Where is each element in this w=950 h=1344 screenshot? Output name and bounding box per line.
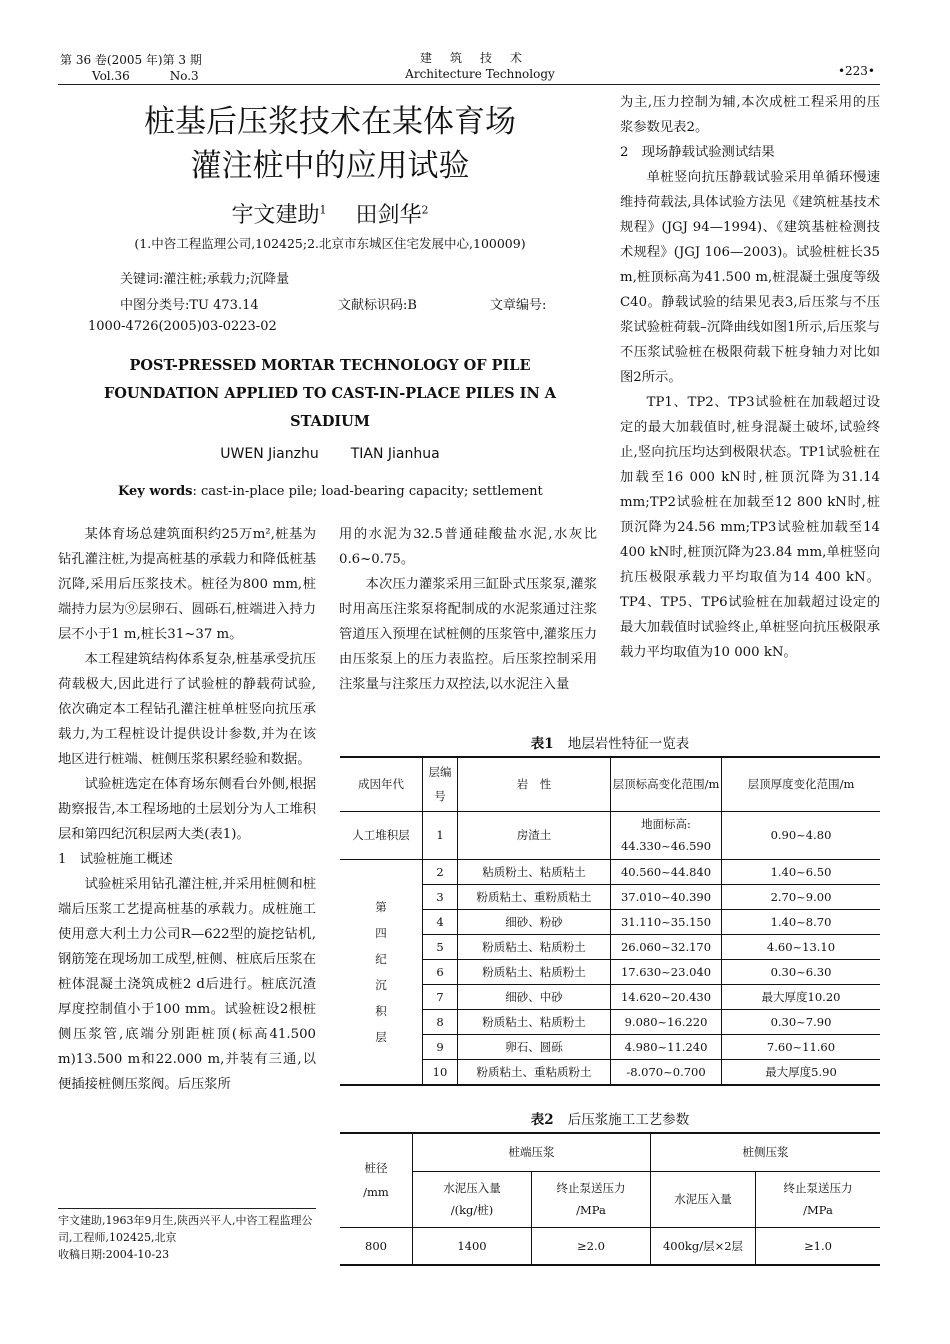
issue-info (60, 52, 202, 84)
paragraph: 用的水泥为32.5普通硅酸盐水泥,水灰比0.6~0.75。 (339, 527, 597, 567)
layer-no: 10 (423, 1059, 458, 1085)
top-range: 26.060~32.170 (611, 934, 722, 959)
rock-type: 卵石、圆砾 (458, 1034, 611, 1059)
issue-info-en: Vol.36 No.3 (92, 69, 199, 83)
paragraph: 某体育场总建筑面积约25万m²,桩基为钻孔灌注桩,为提高桩基的承载力和降低桩基沉降,采用后压浆技术。桩径为800 mm,桩端持力层为⑨层卵石、圆砾石,桩端进入持力层不小于1 m,桩长31~37 m。 (58, 527, 316, 642)
th-rock: 岩 性 (458, 757, 611, 811)
thickness-range: 1.40~8.70 (722, 909, 881, 934)
author-bio: 宇文建助,1963年9月生,陕西兴平人,中咨工程监理公司,工程师,102425,北京 (58, 1214, 313, 1244)
section-heading-2: 2 现场静载试验测试结果 (620, 145, 775, 160)
th-thickness: 层顶厚度变化范围/m (722, 757, 881, 811)
cell-cement-side: 400kg/层×2层 (651, 1227, 756, 1265)
journal-name-cn: 建筑技术 (419, 51, 540, 65)
thickness-range: 0.90~4.80 (722, 811, 881, 859)
paragraph: 为主,压力控制为辅,本次成桩工程采用的压浆参数见表2。 (620, 95, 880, 135)
layer-no: 6 (423, 959, 458, 984)
top-range: 14.620~20.430 (611, 984, 722, 1009)
title-line-1: 桩基后压浆技术在某体育场 (144, 104, 516, 140)
received-date: 收稿日期:2004-10-23 (58, 1248, 170, 1261)
footnote-rule (58, 1208, 316, 1209)
thickness-range: 0.30~7.90 (722, 1009, 881, 1034)
th-age: 成因年代 (340, 757, 423, 811)
journal-name-en: Architecture Technology (405, 67, 555, 81)
rock-type: 粉质粘土、粘质粉土 (458, 1009, 611, 1034)
th-side-grouting: 桩侧压浆 (651, 1133, 881, 1171)
th-top: 层顶标高变化范围/m (611, 757, 722, 811)
cell-diameter: 800 (340, 1227, 413, 1265)
paragraph: 本次压力灌浆采用三缸卧式压浆泵,灌浆时用高压注浆泵将配制成的水泥浆通过注浆管道压入预埋在试桩侧的压浆管中,灌浆压力由压浆泵上的压力表监控。后压浆控制采用注浆量与注浆压力双控法,以水泥注入量 (339, 577, 597, 692)
group-quaternary: 第四纪沉积层 (340, 859, 423, 1085)
group-artificial: 人工堆积层 (340, 811, 423, 859)
keywords-cn: 关键词:灌注桩;承载力;沉降量 (120, 272, 290, 287)
layer-no: 4 (423, 909, 458, 934)
top-range: 9.080~16.220 (611, 1009, 722, 1034)
thickness-range: 0.30~6.30 (722, 959, 881, 984)
cell-cement-end: 1400 (413, 1227, 532, 1265)
cell-pressure-side: ≥1.0 (756, 1227, 881, 1265)
th-pressure-side: 终止泵送压力 /MPa (756, 1171, 881, 1227)
body-column-3 (620, 90, 880, 665)
th-cement-side: 水泥压入量 (651, 1171, 756, 1227)
rock-type: 细砂、中砂 (458, 984, 611, 1009)
paragraph: 本工程建筑结构体系复杂,桩基承受抗压荷载极大,因此进行了试验桩的静载荷试验,依次确定本工程钻孔灌注桩单桩竖向抗压承载力,为工程桩设计提供设计参数,并为在该地区进行桩端、桩侧压浆积累经验和数据。 (58, 652, 316, 767)
th-end-grouting: 桩端压浆 (413, 1133, 651, 1171)
table1-caption: 表1 地层岩性特征一览表 (530, 736, 690, 752)
top-range: 37.010~40.390 (611, 884, 722, 909)
title-line-2: 灌注桩中的应用试验 (190, 148, 470, 184)
footnote (58, 1212, 318, 1263)
affiliation: (1.中咨工程监理公司,102425;2.北京市东城区住宅发展中心,100009) (134, 236, 526, 251)
top-range: 31.110~35.150 (611, 909, 722, 934)
table2-caption: 表2 后压浆施工工艺参数 (530, 1112, 690, 1128)
rock-type: 粉质粘土、粘质粉土 (458, 934, 611, 959)
layer-no: 5 (423, 934, 458, 959)
top-range: 4.980~11.240 (611, 1034, 722, 1059)
header-rule (58, 84, 880, 85)
thickness-range: 2.70~9.00 (722, 884, 881, 909)
rock-type: 粉质粘土、粘质粉土 (458, 959, 611, 984)
thickness-range: 最大厚度10.20 (722, 984, 881, 1009)
layer-no: 9 (423, 1034, 458, 1059)
table-2 (340, 1132, 880, 1266)
th-pressure-end: 终止泵送压力 /MPa (532, 1171, 651, 1227)
paragraph: 单桩竖向抗压静载试验采用单循环慢速维持荷载法,具体试验方法见《建筑桩基技术规程》(JGJ 94—1994)、《建筑基桩检测技术规程》(JGJ 106—2003)。试验桩桩长35 m,桩顶标高为41.500 m,桩混凝土强度等级C40。静载试验的结果见表3,后压浆与不压浆试验桩荷载–沉降曲线如图1所示,后压浆与不压浆试验桩在极限荷载下桩身轴力对比如图2所示。 (620, 170, 880, 385)
thickness-range: 4.60~13.10 (722, 934, 881, 959)
top-range: 地面标高: 44.330~46.590 (611, 811, 722, 859)
rock-type: 细砂、粉砂 (458, 909, 611, 934)
layer-no: 8 (423, 1009, 458, 1034)
rock-type: 粉质粘土、重粉质粘土 (458, 884, 611, 909)
journal-name (380, 50, 580, 82)
classification-line: 中图分类号:TU 473.14 文献标识码:B 文章编号: (120, 298, 547, 313)
page-number: •223• (837, 64, 875, 78)
th-diameter: 桩径 /mm (340, 1133, 413, 1227)
section-heading-1: 1 试验桩施工概述 (58, 852, 173, 867)
rock-type: 粉质粘土、重粘质粉土 (458, 1059, 611, 1085)
english-authors: UWEN Jianzhu TIAN Jianhua (220, 446, 440, 462)
top-range: 17.630~23.040 (611, 959, 722, 984)
english-keywords: Key words: cast-in-place pile; load-bearing capacity; settlement (118, 484, 543, 499)
layer-no: 3 (423, 884, 458, 909)
layer-no: 1 (423, 811, 458, 859)
paragraph: 试验桩采用钻孔灌注桩,并采用桩侧和桩端后压浆工艺提高桩基的承载力。成桩施工使用意大利土力公司R—622型的旋挖钻机,钢筋笼在现场加工成型,桩侧、桩底后压浆在桩体混凝土浇筑成桩2 d后进行。桩底沉渣厚度控制值小于100 mm。试验桩设2根桩侧压浆管,底端分别距桩顶(标高41.500 m)13.500 m和22.000 m,并装有三通,以便插接桩侧压浆阀。后压浆所 (58, 877, 316, 1092)
body-column-1 (58, 522, 316, 1097)
cell-pressure-end: ≥2.0 (532, 1227, 651, 1265)
rock-type: 房渣土 (458, 811, 611, 859)
table-row (340, 859, 880, 884)
rock-type: 粘质粉土、粘质粘土 (458, 859, 611, 884)
top-range: -8.070~0.700 (611, 1059, 722, 1085)
body-column-2 (339, 522, 597, 697)
authors: 宇文建助$^1$ 田剑华$^2$ (231, 203, 429, 228)
table-1 (340, 756, 880, 1086)
layer-no: 2 (423, 859, 458, 884)
thickness-range: 7.60~11.60 (722, 1034, 881, 1059)
issue-info-cn: 第 36 卷(2005 年)第 3 期 (60, 53, 202, 67)
paragraph: TP1、TP2、TP3试验桩在加载超过设定的最大加载值时,桩身混凝土破坏,试验终止,竖向抗压均达到极限状态。TP1试验桩在加载至16 000 kN时,桩顶沉降为31.14 mm;TP2试验桩在加载至12 800 kN时,桩顶沉降为24.56 mm;TP3试验桩加载至14 400 kN时,桩顶沉降为23.84 mm,单桩竖向抗压极限承载力平均取值为14 400 kN。TP4、TP5、TP6试验桩在加载超过设定的最大加载值时试验终止,单桩竖向抗压极限承载力平均取值为10 000 kN。 (620, 395, 880, 660)
article-number: 1000-4726(2005)03-0223-02 (88, 319, 277, 334)
thickness-range: 最大厚度5.90 (722, 1059, 881, 1085)
th-cement-end: 水泥压入量 /(kg/桩) (413, 1171, 532, 1227)
layer-no: 7 (423, 984, 458, 1009)
english-title: POST-PRESSED MORTAR TECHNOLOGY OF PILE FOUNDATION APPLIED TO CAST-IN-PLACE PILES IN A STADIUM (103, 357, 557, 430)
top-range: 40.560~44.840 (611, 859, 722, 884)
thickness-range: 1.40~6.50 (722, 859, 881, 884)
paragraph: 试验桩选定在体育场东侧看台外侧,根据勘察报告,本工程场地的土层划分为人工堆积层和第四纪沉积层两大类(表1)。 (58, 777, 316, 842)
th-layer: 层编号 (423, 757, 458, 811)
